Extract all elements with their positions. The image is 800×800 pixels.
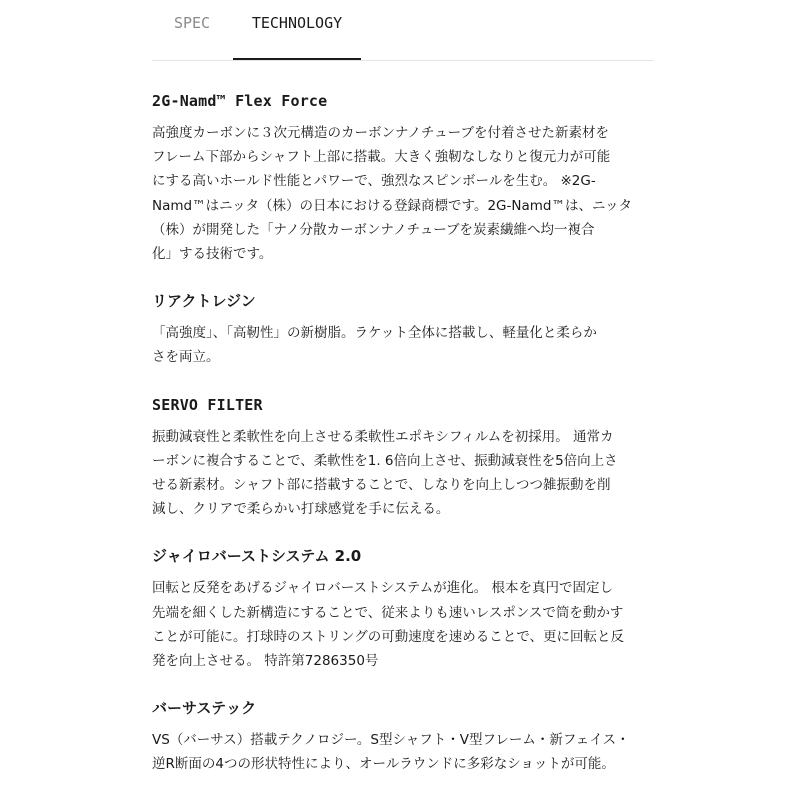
body-line: ことが可能に。打球時のストリングの可動速度を速めることで、更に回転と反	[152, 628, 624, 645]
section-body	[152, 728, 654, 776]
tab-spec[interactable]: SPEC	[173, 14, 211, 32]
body-line: ーボンに複合することで、柔軟性を1. 6倍向上させ、振動減衰性を5倍向上さ	[152, 452, 618, 469]
section-react-resin	[152, 290, 654, 369]
body-line: （株）が開発した「ナノ分散カーボンナノチューブを炭素繊維へ均一複合	[152, 221, 595, 238]
body-line: 発を向上させる。 特許第7286350号	[152, 653, 379, 670]
body-line: にする高いホールド性能とパワーで、強烈なスピンボールを生む。 ※2G-	[152, 173, 596, 190]
section-title: バーサステック	[152, 699, 257, 718]
tab-technology[interactable]: TECHNOLOGY	[233, 0, 361, 60]
section-body	[152, 576, 654, 673]
section-title: 2G-Namd™ Flex Force	[152, 92, 328, 110]
body-line: 回転と反発をあげるジャイロバーストシステムが進化。 根本を真円で固定し	[152, 580, 613, 597]
body-line: 化」する技術です。	[152, 246, 273, 263]
section-title: リアクトレジン	[152, 292, 256, 311]
technology-content	[152, 90, 654, 777]
body-line: Namd™はニッタ（株）の日本における登録商標です。2G-Namd™は、ニッタ	[152, 197, 632, 214]
section-versatec	[152, 697, 654, 776]
section-gyro-burst	[152, 545, 654, 673]
section-2g-namd	[152, 90, 654, 266]
section-title: SERVO FILTER	[152, 395, 263, 414]
body-line: 振動減衰性と柔軟性を向上させる柔軟性エポキシフィルムを初採用。 通常カ	[152, 428, 614, 445]
body-line: フレーム下部からシャフト上部に搭載。大きく強靭なしなりと復元力が可能	[152, 149, 611, 166]
section-body	[152, 321, 654, 369]
body-line: せる新素材。シャフト部に搭載することで、しなりを向上しつつ雑振動を削	[152, 477, 611, 494]
body-line: 高強度カーボンに３次元構造のカーボンナノチューブを付着させた新素材を	[152, 125, 609, 141]
body-line: 減し、クリアで柔らかい打球感覚を手に伝える。	[152, 501, 450, 518]
tab-bar	[152, 0, 654, 61]
section-body	[152, 121, 654, 266]
section-servo-filter	[152, 394, 654, 522]
body-line: さを両立。	[152, 349, 220, 366]
section-title: ジャイロバーストシステム 2.0	[152, 547, 362, 566]
body-line: 先端を細くした新構造にすることで、従来よりも速いレスポンスで筒を動かす	[152, 604, 624, 621]
section-body	[152, 425, 654, 522]
body-line: 「高強度」、「高靭性」の新樹脂。ラケット全体に搭載し、軽量化と柔らか	[152, 325, 597, 342]
body-line: VS（バーサス）搭載テクノロジー。S型シャフト・V型フレーム・新フェイス・	[152, 732, 630, 749]
body-line: 逆R断面の4つの形状特性により、オールラウンドに多彩なショットが可能。	[152, 756, 615, 773]
